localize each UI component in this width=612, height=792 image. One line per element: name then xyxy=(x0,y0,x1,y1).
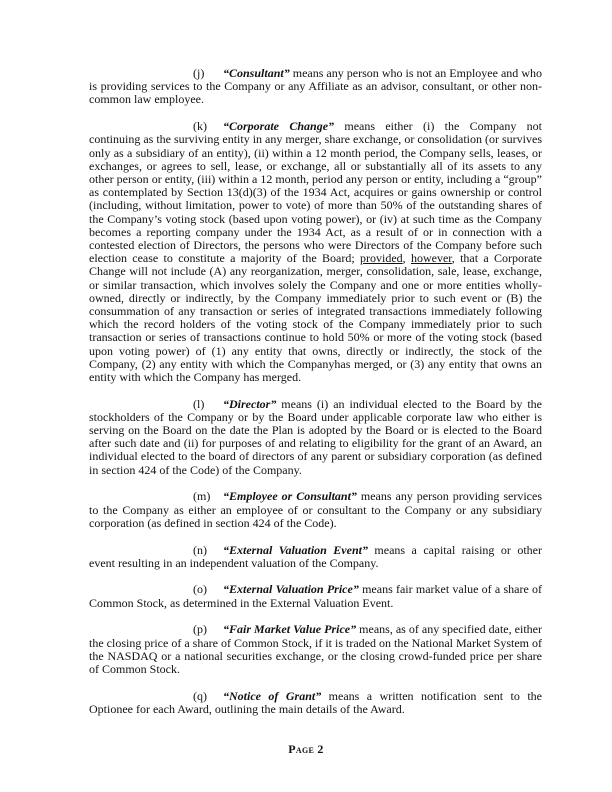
definition-paragraph xyxy=(89,398,542,477)
underlined-text: however xyxy=(410,251,452,266)
definition-paragraph xyxy=(89,544,542,570)
paragraph-text: means (i) an individual elected to the Board by the stockholders of the Company or by the Board under applicable corporate law who either is serving on the Board on the date the Plan is adopted by the Board or is elected to the Board after such date and (ii) for purposes of and relating to eligibility for the grant of an Award, an individual elected to the board of directors of any parent or subsidiary corporation (as defined in section 424 of the Code) of the Company. xyxy=(89,396,542,477)
paragraph-body xyxy=(89,582,542,609)
paragraph-text: means any person providing services to the Company as either an employee of or consultant to the Company or any subsidiary corporation (as defined in section 424 of the Code). xyxy=(89,489,542,530)
paragraph-body xyxy=(89,622,542,676)
defined-term: “External Valuation Event” xyxy=(223,542,368,557)
paragraph-text: means fair market value of a share of Common Stock, as determined in the External Valuation Event. xyxy=(89,582,543,610)
paragraph-letter: (o) xyxy=(193,582,207,597)
paragraph-letter: (q) xyxy=(193,688,207,703)
defined-term: “Employee or Consultant” xyxy=(223,489,357,504)
paragraph-body xyxy=(89,66,542,106)
paragraph-text: means, as of any specified date, either the closing price of a share of Common Stock, if it is traded on the National Market System of the NASDAQ or a national securities exchange, or the closing crowd-funded price per share of Common Stock. xyxy=(89,622,542,676)
page-number: Page 2 xyxy=(288,742,324,756)
defined-term: “Director” xyxy=(223,396,277,411)
paragraph-letter: (k) xyxy=(193,119,207,134)
definition-paragraph xyxy=(89,690,542,716)
paragraph-body xyxy=(89,397,542,477)
definition-paragraph xyxy=(89,120,542,384)
paragraph-body xyxy=(89,489,542,529)
paragraph-body xyxy=(89,119,542,384)
paragraph-body xyxy=(89,543,542,570)
paragraph-letter: (p) xyxy=(193,622,207,637)
paragraph-text: , xyxy=(402,251,411,266)
paragraph-text: , that a Corporate Change will not include (A) any reorganization, merger, consolidation, sale, lease, exchange, or similar transaction, which involves solely the Company and one or more entities wholly-owned, directly or indirectly, by the Company immediately prior to such event or (B) the consummation of any transaction or series of integrated transactions immediately following which the record holders of the voting stock of the Company immediately prior to such transaction or series of transactions continue to hold 50% or more of the voting stock (based upon voting power) of (1) any entity that owns, directly or indirectly, the stock of the Company, (2) any entity with which the Companyhas merged, or (3) any entity that owns an entity with which the Company has merged. xyxy=(89,251,543,384)
paragraph-letter: (l) xyxy=(193,396,205,411)
paragraph-letter: (j) xyxy=(193,66,205,80)
defined-term: “Corporate Change” xyxy=(223,119,335,134)
definition-paragraph xyxy=(89,583,542,609)
underlined-text: provided xyxy=(359,251,403,266)
paragraph-letter: (m) xyxy=(193,489,211,504)
paragraph-text: means any person who is not an Employee and who is providing services to the Company or any Affiliate as an advisor, consultant, or other non-common law employee. xyxy=(89,66,542,107)
defined-term: “Notice of Grant” xyxy=(223,688,322,703)
definition-paragraph xyxy=(89,623,542,676)
definition-paragraph xyxy=(89,490,542,530)
defined-term: “Consultant” xyxy=(223,66,290,80)
paragraph-text: means a capital raising or other event resulting in an independent valuation of the Company. xyxy=(89,542,542,570)
defined-term: “Fair Market Value Price” xyxy=(223,622,357,637)
definition-paragraph xyxy=(89,67,542,107)
paragraph-text: means either (i) the Company not continuing as the surviving entity in any merger, share exchange, or consolidation (or survives only as a subsidiary of an entity), (ii) within a 12 month period, the Company sells, leases, or exchanges, or agrees to sell, lease, or exchange, all or substantially all of its assets to any other person or entity, (iii) within a 12 month, period any person or entity, including a “group” as contemplated by Section 13(d)(3) of the 1934 Act, acquires or gains ownership or control (including, without limitation, power to vote) of more than 50% of the outstanding shares of the Company’s voting stock (based upon voting power), or (iv) at such time as the Company becomes a reporting company under the 1934 Act, as a result of or in connection with a contested election of Directors, the persons who were Directors of the Company before such election cease to constitute a majority of the Board; xyxy=(89,119,542,266)
paragraph-text: means a written notification sent to the Optionee for each Award, outlining the main details of the Award. xyxy=(89,688,542,716)
paragraph-body xyxy=(89,689,542,716)
paragraph-letter: (n) xyxy=(193,542,207,557)
page-footer xyxy=(0,740,612,758)
defined-term: “External Valuation Price” xyxy=(223,582,359,597)
document-body xyxy=(89,67,542,716)
